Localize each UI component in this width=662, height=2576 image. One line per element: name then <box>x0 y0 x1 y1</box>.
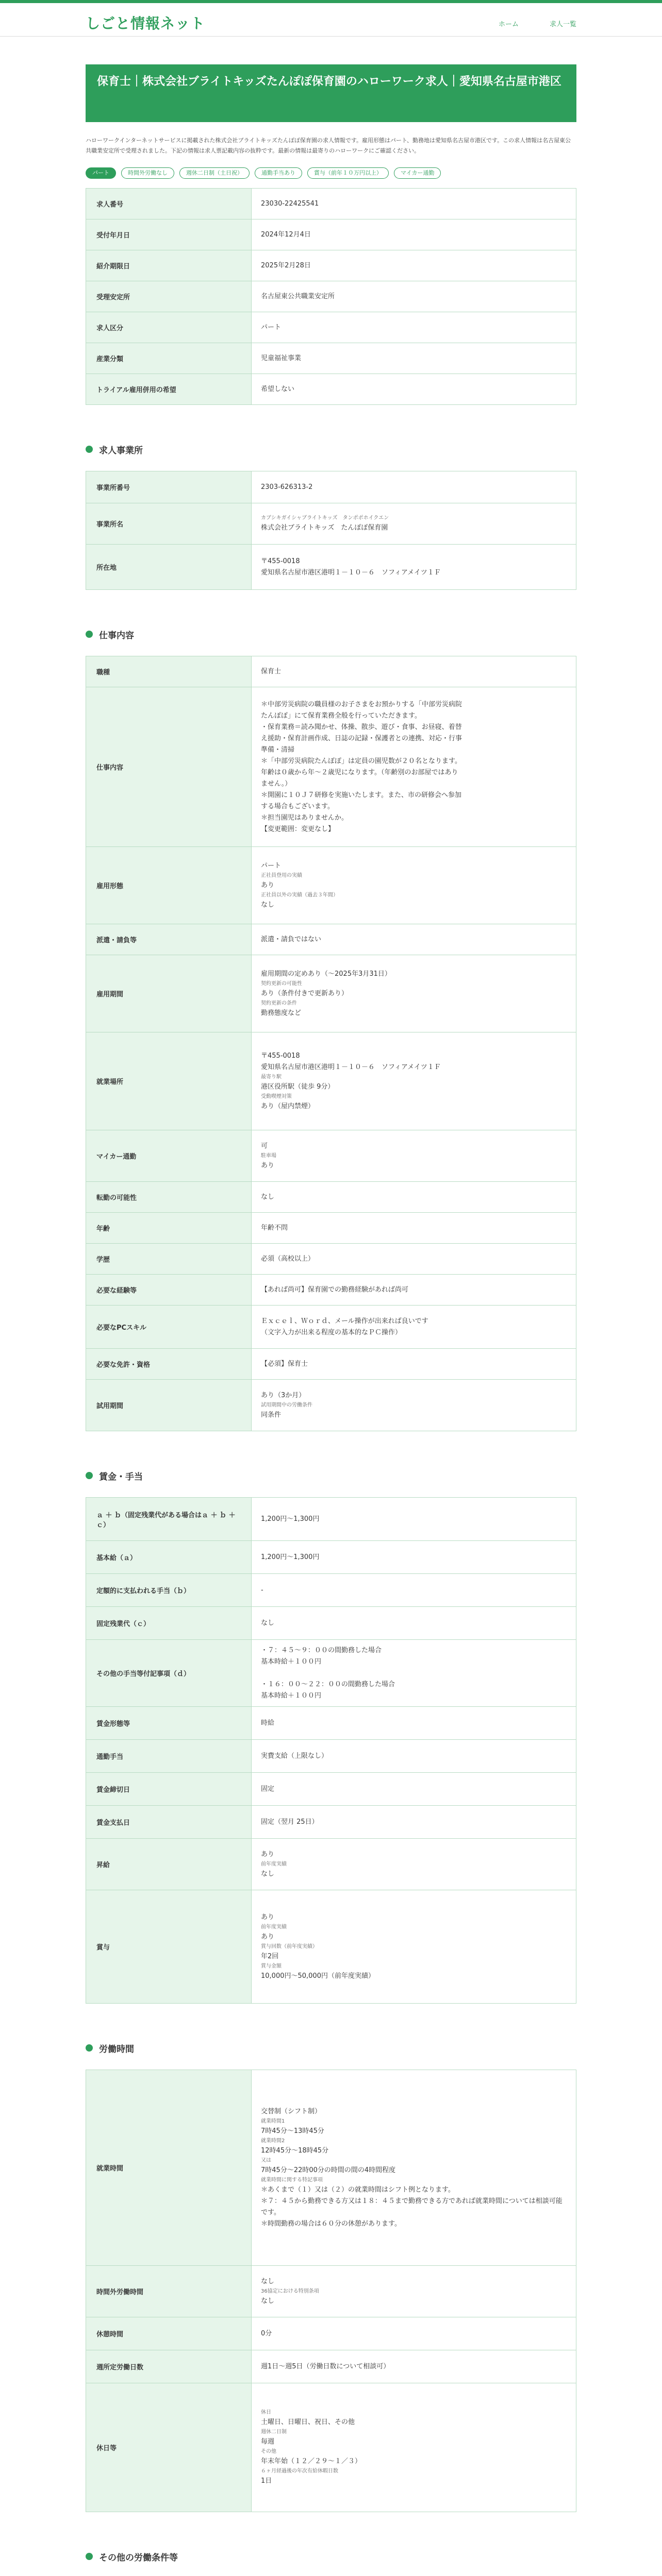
row-label: 賞与 <box>86 1890 252 2004</box>
table-row <box>86 1032 576 1130</box>
table-row <box>86 343 576 374</box>
row-label: 仕事内容 <box>86 687 252 847</box>
row-value: 2024年12月4日 <box>252 219 576 250</box>
table-row <box>86 250 576 281</box>
main-content <box>86 64 576 2576</box>
row-label: 週所定労働日数 <box>86 2350 252 2383</box>
feature-tags <box>86 167 576 179</box>
tag-no-overtime: 時間外労働なし <box>121 167 174 179</box>
row-label: 就業時間 <box>86 2070 252 2266</box>
row-value: なし <box>252 1182 576 1213</box>
row-label: 学歴 <box>86 1244 252 1275</box>
wage-table <box>86 1497 576 2004</box>
row-value: 【必須】保育士 <box>252 1349 576 1380</box>
table-row <box>86 955 576 1032</box>
nav-job-list-link[interactable]: 求人一覧 <box>549 21 576 28</box>
table-row <box>86 2070 576 2266</box>
row-value: 名古屋東公共職業安定所 <box>252 281 576 312</box>
section-work-heading: 仕事内容 <box>86 626 576 642</box>
row-value: 0分 <box>252 2317 576 2350</box>
row-value: なし 36協定における特別条項 なし <box>252 2266 576 2317</box>
table-row <box>86 374 576 405</box>
table-row <box>86 1306 576 1349</box>
top-nav <box>499 19 576 28</box>
row-label: 必要な免許・資格 <box>86 1349 252 1380</box>
row-value: カブシキガイシャブライトキッズ タンポポホイクエン 株式会社ブライトキッズ たんぽぽ保育園 <box>252 503 576 545</box>
row-label: マイカー通勤 <box>86 1130 252 1182</box>
row-value: あり 前年度実績 なし <box>252 1839 576 1890</box>
table-row <box>86 2317 576 2350</box>
row-value: 可 駐車場 あり <box>252 1130 576 1182</box>
row-value: 【あれば尚可】保育園での勤務経験があれば尚可 <box>252 1275 576 1306</box>
row-value: パート 正社員登用の実績 あり 正社員以外の実績（過去３年間） なし <box>252 847 576 924</box>
table-row <box>86 1498 576 1541</box>
table-row <box>86 1182 576 1213</box>
bullet-icon <box>86 2553 93 2560</box>
row-value: 年齢不問 <box>252 1213 576 1244</box>
row-value: 1,200円〜1,300円 <box>252 1541 576 1574</box>
row-label: 賃金締切日 <box>86 1773 252 1806</box>
row-value: あり（3か月） 試用期間中の労働条件 同条件 <box>252 1380 576 1431</box>
tag-bonus: 賞与（前年１０万円以上） <box>307 167 389 179</box>
row-label: 通勤手当 <box>86 1740 252 1773</box>
table-row <box>86 2350 576 2383</box>
row-label: 紹介期限日 <box>86 250 252 281</box>
row-label: 職種 <box>86 656 252 687</box>
row-value: なし <box>252 1607 576 1640</box>
section-employer-heading: 求人事業所 <box>86 441 576 457</box>
table-row <box>86 1574 576 1607</box>
row-label: 基本給（ａ） <box>86 1541 252 1574</box>
row-value: パート <box>252 312 576 343</box>
row-value: 固定 <box>252 1773 576 1806</box>
table-row <box>86 1773 576 1806</box>
row-value: 〒455-0018 愛知県名古屋市港区港明１－１０－６ ソフィアメイツ１Ｆ 最寄り駅 港区役所駅（徒歩 9分） 受動喫煙対策 あり（屋内禁煙） <box>252 1032 576 1130</box>
table-row <box>86 1244 576 1275</box>
row-value: 児童福祉事業 <box>252 343 576 374</box>
table-row <box>86 1213 576 1244</box>
row-value: 23030-22425541 <box>252 189 576 219</box>
row-value: 週1日〜週5日（労働日数について相談可） <box>252 2350 576 2383</box>
row-value: 2025年2月28日 <box>252 250 576 281</box>
tag-part-time: パート <box>86 167 116 179</box>
table-row <box>86 281 576 312</box>
row-label: 試用期間 <box>86 1380 252 1431</box>
bullet-icon <box>86 631 93 638</box>
row-value: 〒455-0018 愛知県名古屋市港区港明１－１０－６ ソフィアメイツ１Ｆ <box>252 545 576 590</box>
row-value: 雇用期間の定めあり（～2025年3月31日） 契約更新の可能性 あり（条件付きで更新あり） 契約更新の条件 勤務態度など <box>252 955 576 1032</box>
row-value: 実費支給（上限なし） <box>252 1740 576 1773</box>
table-row <box>86 545 576 590</box>
row-label: 転勤の可能性 <box>86 1182 252 1213</box>
table-row <box>86 1275 576 1306</box>
table-row <box>86 1890 576 2004</box>
table-row <box>86 1607 576 1640</box>
row-label: トライアル雇用併用の希望 <box>86 374 252 405</box>
section-wage-heading: 賃金・手当 <box>86 1467 576 1484</box>
table-row <box>86 1839 576 1890</box>
table-row <box>86 2383 576 2512</box>
row-label: 固定残業代（ｃ） <box>86 1607 252 1640</box>
tag-car-commute: マイカー通勤 <box>394 167 441 179</box>
row-value: 交替制（シフト制） 就業時間1 7時45分〜13時45分 就業時間2 12時45分〜18時45分 又は 7時45分〜22時00分の時間の間の4時間程度 就業時間に関する特記事項 ＊あくまで（１）又は（２）の就業時間はシフト例となります。 ＊７：４５から勤務できる方又は１８：４５まで勤務できる方であれば就業時間については相談可能です。 ＊時間勤務の場合は６０分の休憩があります。 <box>252 2070 576 2266</box>
row-label: 就業場所 <box>86 1032 252 1130</box>
row-value: 時給 <box>252 1707 576 1740</box>
hours-table <box>86 2070 576 2512</box>
row-label: 昇給 <box>86 1839 252 1890</box>
row-value: あり 前年度実績 あり 賞与回数（前年度実績） 年2回 賞与金額 10,000円〜50,000円（前年度実績） <box>252 1890 576 2004</box>
work-table <box>86 656 576 1431</box>
row-label: 派遣・請負等 <box>86 924 252 955</box>
row-label: 事業所番号 <box>86 471 252 503</box>
table-row <box>86 312 576 343</box>
row-label: 賃金支払日 <box>86 1806 252 1839</box>
intro-text: ハローワークインターネットサービスに掲載された株式会社ブライトキッズたんぽぽ保育園の求人情報です。雇用形態はパート、勤務地は愛知県名古屋市港区です。この求人情報は名古屋東公共職業安定所で受理されました。下記の情報は求人票記載内容の抜粋です。最新の情報は最寄りのハローワークにご確認ください。 <box>86 137 571 154</box>
table-row <box>86 847 576 924</box>
table-row <box>86 219 576 250</box>
row-value: 派遣・請負ではない <box>252 924 576 955</box>
row-label: 雇用期間 <box>86 955 252 1032</box>
tag-two-days-off: 週休二日制（土日祝） <box>179 167 250 179</box>
row-label: 定額的に支払われる手当（ｂ） <box>86 1574 252 1607</box>
table-row <box>86 1380 576 1431</box>
row-label: 休日等 <box>86 2383 252 2512</box>
tag-commute-allowance: 通勤手当あり <box>255 167 302 179</box>
row-label: 賃金形態等 <box>86 1707 252 1740</box>
row-label: 求人番号 <box>86 189 252 219</box>
row-label: 産業分類 <box>86 343 252 374</box>
table-row <box>86 1541 576 1574</box>
table-row <box>86 503 576 545</box>
row-label: 休憩時間 <box>86 2317 252 2350</box>
row-label: 所在地 <box>86 545 252 590</box>
row-label: 必要な経験等 <box>86 1275 252 1306</box>
row-label: 時間外労働時間 <box>86 2266 252 2317</box>
table-row <box>86 1806 576 1839</box>
table-row <box>86 924 576 955</box>
table-row <box>86 656 576 687</box>
table-row <box>86 1349 576 1380</box>
row-label: 年齢 <box>86 1213 252 1244</box>
row-label: 受理安定所 <box>86 281 252 312</box>
table-row <box>86 1707 576 1740</box>
bullet-icon <box>86 1472 93 1479</box>
table-row <box>86 2266 576 2317</box>
nav-home-link[interactable]: ホーム <box>498 21 519 28</box>
row-value: 希望しない <box>252 374 576 405</box>
table-row <box>86 687 576 847</box>
table-row <box>86 1640 576 1707</box>
table-row <box>86 471 576 503</box>
row-label: その他の手当等付記事項（ｄ） <box>86 1640 252 1707</box>
bullet-icon <box>86 446 93 453</box>
row-value: 1,200円〜1,300円 <box>252 1498 576 1541</box>
table-row <box>86 1740 576 1773</box>
row-label: 受付年月日 <box>86 219 252 250</box>
employer-table <box>86 471 576 590</box>
table-row <box>86 1130 576 1182</box>
site-header <box>0 3 662 37</box>
basic-info-table <box>86 188 576 405</box>
site-logo[interactable]: しごと情報ネット <box>86 15 206 32</box>
row-label: 事業所名 <box>86 503 252 545</box>
row-label: 求人区分 <box>86 312 252 343</box>
row-label: 必要なPCスキル <box>86 1306 252 1349</box>
row-label: 雇用形態 <box>86 847 252 924</box>
bullet-icon <box>86 2044 93 2052</box>
row-value: - <box>252 1574 576 1607</box>
row-value: 必須（高校以上） <box>252 1244 576 1275</box>
row-value: ・７：４５〜９：００の間勤務した場合 基本時給＋１００円 ・１６：００〜２２：００の間勤務した場合 基本時給＋１００円 <box>252 1640 576 1707</box>
row-value: 保育士 <box>252 656 576 687</box>
row-value: 固定（翌月 25日） <box>252 1806 576 1839</box>
section-hours-heading: 労働時間 <box>86 2040 576 2056</box>
row-value: 2303-626313-2 <box>252 471 576 503</box>
row-label: ａ ＋ ｂ（固定残業代がある場合はａ ＋ ｂ ＋ ｃ） <box>86 1498 252 1541</box>
row-value: Ｅｘｃｅｌ、Ｗｏｒｄ、メール操作が出来れば良いです （文字入力が出来る程度の基本的なＰＣ操作） <box>252 1306 576 1349</box>
row-value: 休日 土曜日、日曜日、祝日、その他 週休二日制 毎週 その他 年末年始（１２／２９〜１／３） ６ヶ月経過後の年次有給休暇日数 1日 <box>252 2383 576 2512</box>
row-value: ＊中部労災病院の職員様のお子さまをお預かりする「中部労災病院 たんぽぽ」にて保育業務全般を行っていただきます。 ・保育業務＝読み聞かせ、体操、散歩、遊び・食事、お昼寝、着替 え援助・保育計画作成、日誌の記録・保護者との連携、対応・行事 準備・清掃 ＊「中部労災病院たんぽぽ」は定員の園児数が２０名となります。 年齢は０歳から年～２歳児になります。（年齢別のお部屋ではあり ません。） ＊開園に１０Ｊ７研修を実施いたします。また、市の研修会へ参加 する場合もございます。 ＊担当園児はありませんか。 【変更範囲：変更なし】 <box>252 687 576 847</box>
table-row <box>86 189 576 219</box>
section-other-heading: その他の労働条件等 <box>86 2548 576 2565</box>
page-title: 保育士｜株式会社ブライトキッズたんぽぽ保育園のハローワーク求人｜愛知県名古屋市港区 <box>86 64 576 122</box>
